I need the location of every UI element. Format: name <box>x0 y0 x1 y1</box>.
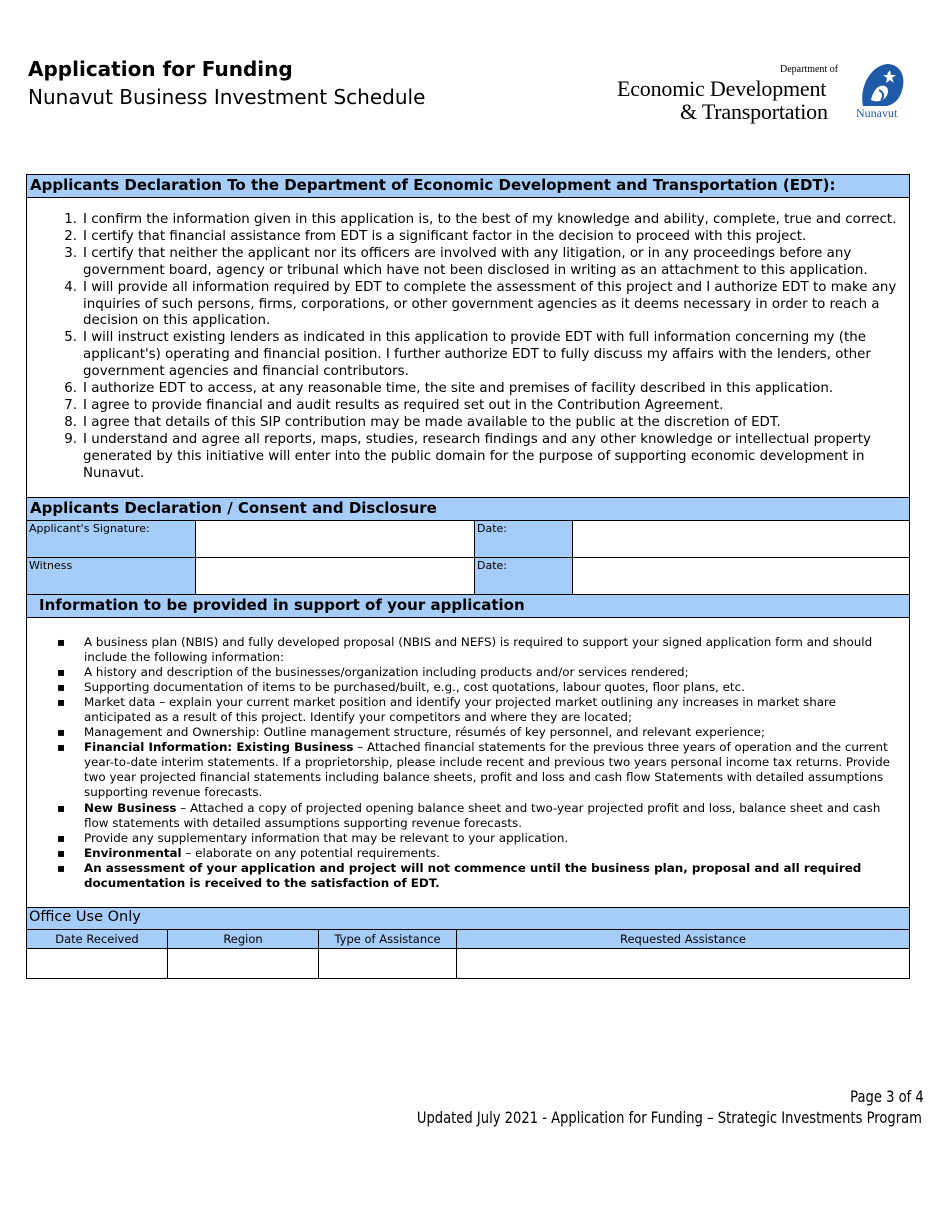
type-of-assistance-field[interactable] <box>319 949 457 978</box>
application-form <box>26 174 910 979</box>
bullet-icon: ▪ <box>57 830 66 845</box>
declaration-item <box>27 330 907 381</box>
support-item-bold: An assessment of your application and project will not commence until the business plan, proposal and all required documentation is received to the satisfaction of EDT. <box>84 860 862 890</box>
declaration-text: I understand and agree all reports, maps, studies, research findings and any other knowledge or intellectual property generated by this initiative will enter into the public domain for the purpose of supporting economic development in Nunavut. <box>83 431 871 481</box>
office-use-header-row <box>27 930 909 949</box>
col-type-of-assistance: Type of Assistance <box>319 930 457 948</box>
col-requested-assistance: Requested Assistance <box>619 932 747 947</box>
witness-label: Witness <box>27 558 196 594</box>
logo-line-1: Economic Development <box>617 76 827 101</box>
support-item <box>27 740 899 800</box>
requested-assistance-field[interactable] <box>457 949 909 978</box>
declaration-text: I certify that neither the applicant nor its officers are involved with any litigation, or in any proceedings before any government board, agency or tribunal which have not been disclosed in writing as an attachment to this application. <box>83 245 868 278</box>
declaration-text: I will instruct existing lenders as indicated in this application to provide EDT with full information concerning my (the applicant's) operating and financial position. I further authorize EDT to fully discuss my affairs with the lenders, other government agencies and financial contributors. <box>83 330 871 380</box>
support-item-text: A business plan (NBIS) and fully developed proposal (NBIS and NEFS) is required to support your signed application form and should include the following information: <box>84 634 873 664</box>
declaration-text: I certify that financial assistance from EDT is a significant factor in the decision to proceed with this project. <box>83 228 807 244</box>
declaration-number: 3. <box>64 245 77 261</box>
declaration-number: 7. <box>64 397 77 413</box>
support-item-text: Provide any supplementary information that may be relevant to your application. <box>84 830 569 845</box>
support-item-text: Management and Ownership: Outline management structure, résumés of key personnel, and relevant experience; <box>84 725 765 740</box>
declaration-number: 8. <box>64 414 77 430</box>
support-item <box>27 831 899 846</box>
declaration-number: 5. <box>64 330 77 346</box>
bullet-icon: ▪ <box>57 634 66 649</box>
bullet-icon: ▪ <box>57 679 66 694</box>
bullet-icon: ▪ <box>57 860 66 875</box>
support-item-text: – Attached financial statements for the previous three years of operation and the current year-to-date interim statements. If a proprietorship, please include recent and previous two years personal income tax returns. Provide two year projected financial statements including balance sheets, profit and loss and cash flow Statements with detailed assumptions supporting revenue forecasts. <box>84 740 890 800</box>
support-item-text: A history and description of the businesses/organization including products and/or services rendered; <box>84 664 689 679</box>
declaration-item <box>27 280 907 331</box>
declaration-text: I authorize EDT to access, at any reasonable time, the site and premises of facility described in this application. <box>83 381 834 397</box>
declaration-list <box>27 198 909 498</box>
page-title: Application for Funding <box>28 57 293 81</box>
witness-row <box>27 558 909 595</box>
bullet-icon: ▪ <box>57 845 66 860</box>
declaration-item <box>27 229 907 246</box>
page-number: Page 3 of 4 <box>850 1087 924 1106</box>
office-use-entry-row <box>27 949 909 978</box>
support-item-bold: Financial Information: Existing Business <box>84 740 354 755</box>
declaration-number: 6. <box>64 381 77 397</box>
declaration-item <box>27 381 907 398</box>
support-item-text: Market data – explain your current market position and identify your projected market outlining any increases in market share anticipated as a result of this project. Identify your competitors and where they are located; <box>84 694 836 724</box>
signature-date-field[interactable] <box>573 521 909 557</box>
date-received-field[interactable] <box>27 949 168 978</box>
support-item-text: – elaborate on any potential requirements. <box>181 845 441 860</box>
signature-row <box>27 521 909 558</box>
support-item <box>27 725 899 740</box>
support-item-bold: Environmental <box>84 845 182 860</box>
declaration-heading: Applicants Declaration To the Department of Economic Development and Transportation (EDT): <box>27 175 909 198</box>
support-item <box>27 801 899 831</box>
logo-line-2: & Transportation <box>680 99 828 124</box>
declaration-item <box>27 415 907 432</box>
signature-label: Applicant's Signature: <box>27 521 196 557</box>
col-date-received: Date Received <box>27 930 168 948</box>
support-item <box>27 846 899 861</box>
witness-field[interactable] <box>196 558 475 594</box>
witness-date-field[interactable] <box>573 558 909 594</box>
declaration-number: 4. <box>64 279 77 295</box>
support-item-text: – Attached a copy of projected opening balance sheet and two-year projected profit and loss, balance sheet and cash flow statements with detailed assumptions supporting revenue forecasts. <box>84 800 881 830</box>
support-item <box>27 695 899 725</box>
office-use-heading: Office Use Only <box>27 908 909 930</box>
bullet-icon: ▪ <box>57 664 66 679</box>
declaration-number: 9. <box>64 431 77 447</box>
support-list <box>27 618 909 909</box>
declaration-item <box>27 246 907 280</box>
region-field[interactable] <box>168 949 319 978</box>
support-item <box>27 861 899 891</box>
department-logo <box>612 60 912 130</box>
support-item <box>27 635 899 665</box>
witness-date-label: Date: <box>475 558 573 594</box>
declaration-number: 1. <box>64 212 77 227</box>
bullet-icon: ▪ <box>57 800 66 815</box>
bullet-icon: ▪ <box>57 740 66 755</box>
declaration-text: I will provide all information required by EDT to complete the assessment of this project and I authorize EDT to make any inquiries of such persons, firms, corporations, or other government agencies as it deems necessary in order to reach a decision on this application. <box>83 279 897 329</box>
support-item <box>27 665 899 680</box>
declaration-text: I agree that details of this SIP contribution may be made available to the public at the discretion of EDT. <box>83 414 781 430</box>
page-subtitle: Nunavut Business Investment Schedule <box>28 85 426 109</box>
support-heading: Information to be provided in support of your application <box>27 595 909 618</box>
col-region: Region <box>168 930 319 948</box>
declaration-text: I confirm the information given in this application is, to the best of my knowledge and ability, complete, true and correct. <box>83 212 897 227</box>
date-label: Date: <box>475 521 573 557</box>
declaration-text: I agree to provide financial and audit results as required set out in the Contribution Agreement. <box>83 397 724 413</box>
logo-dept-of: Department of <box>780 64 839 75</box>
declaration-item <box>27 398 907 415</box>
declaration-item <box>27 212 907 229</box>
consent-heading: Applicants Declaration / Consent and Disclosure <box>27 498 909 521</box>
support-item <box>27 680 899 695</box>
signature-field[interactable] <box>196 521 475 557</box>
bullet-icon: ▪ <box>57 725 66 740</box>
logo-nunavut: Nunavut <box>856 106 898 120</box>
declaration-item <box>27 432 907 483</box>
support-item-text: Supporting documentation of items to be purchased/built, e.g., cost quotations, labour quotes, floor plans, etc. <box>84 679 745 694</box>
updated-footer: Updated July 2021 - Application for Funding – Strategic Investments Program <box>416 1108 922 1127</box>
support-item-bold: New Business <box>84 800 177 815</box>
bullet-icon: ▪ <box>57 694 66 709</box>
declaration-number: 2. <box>64 228 77 244</box>
